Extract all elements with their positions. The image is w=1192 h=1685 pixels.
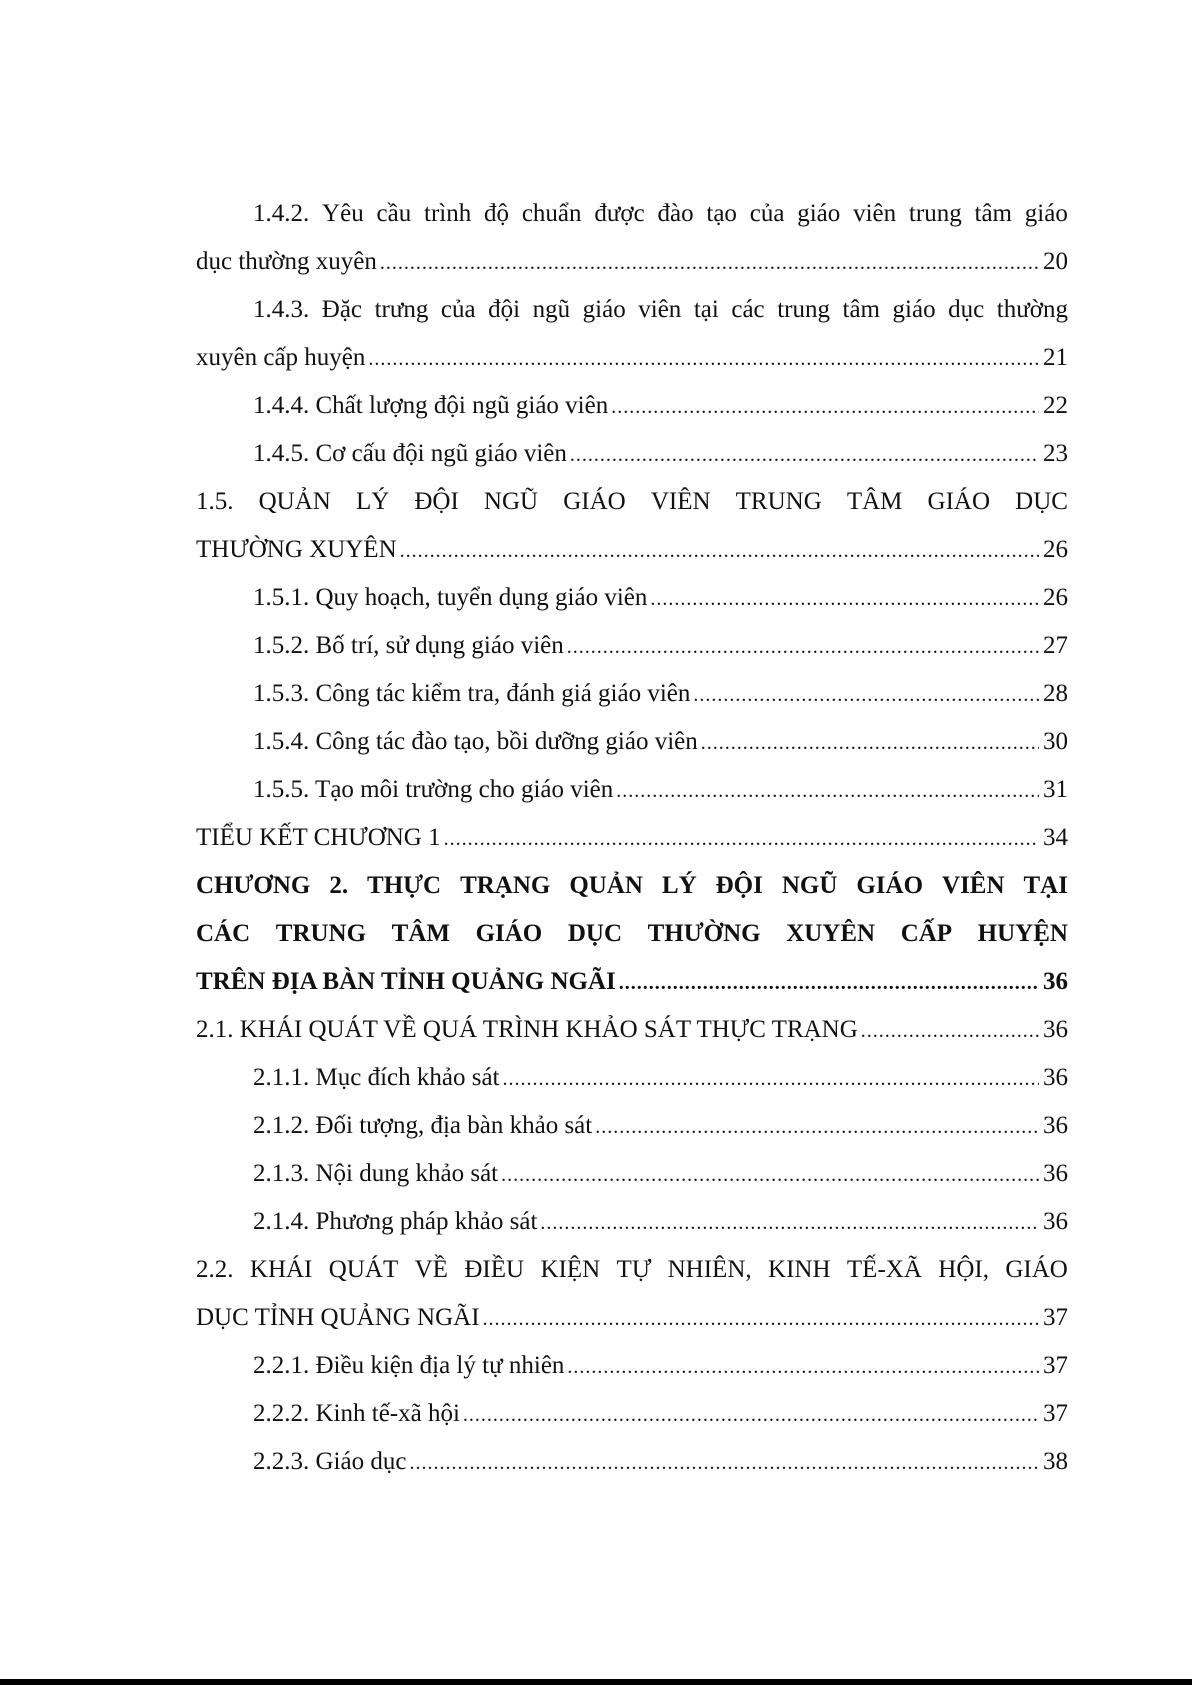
toc-entry [196, 1294, 1068, 1342]
toc-dot-leader [861, 1007, 1039, 1055]
toc-entry [196, 718, 1068, 766]
toc-entry-title: xuyên cấp huyện [196, 344, 366, 371]
toc-page-number: 27 [1043, 632, 1068, 659]
toc-entry-title: TRÊN ĐỊA BÀN TỈNH QUẢNG NGÃI [196, 968, 616, 995]
toc-page-number: 26 [1043, 536, 1068, 563]
toc-wrapped-line: 1.4.3. Đặc trưng của đội ngũ giáo viên tại các trung tâm giáo dục thường [253, 296, 1068, 323]
toc-wrapped-line: 1.4.2. Yêu cầu trình độ chuẩn được đào tạo của giáo viên trung tâm giáo [253, 200, 1068, 227]
toc-page-number: 37 [1043, 1352, 1068, 1379]
toc-dot-leader [570, 431, 1039, 479]
toc-page-number: 34 [1043, 824, 1068, 851]
toc-entry-title: 2.2.1. Điều kiện địa lý tự nhiên [253, 1352, 565, 1379]
toc-entry-title: 2.1.3. Nội dung khảo sát [253, 1160, 499, 1187]
toc-entry-title: 1.5.1. Quy hoạch, tuyển dụng giáo viên [253, 584, 648, 611]
toc-entry [196, 1390, 1068, 1438]
toc-wrapped-line: 2.2. KHÁI QUÁT VỀ ĐIỀU KIỆN TỰ NHIÊN, KINH TẾ-XÃ HỘI, GIÁO [196, 1256, 1068, 1283]
toc-entry [196, 1150, 1068, 1198]
toc-page-number: 36 [1043, 1112, 1068, 1139]
toc-entry [196, 1006, 1068, 1054]
toc-entry [196, 1102, 1068, 1150]
toc-entry-title: 2.2.3. Giáo dục [253, 1448, 407, 1475]
toc-page-number: 22 [1043, 392, 1068, 419]
toc-dot-leader [483, 1295, 1039, 1343]
toc-dot-leader [619, 959, 1039, 1007]
toc-entry [196, 574, 1068, 622]
toc-entry [196, 814, 1068, 862]
toc-dot-leader [444, 815, 1039, 863]
toc-page-number: 37 [1043, 1304, 1068, 1331]
toc-entry [196, 382, 1068, 430]
toc-page-number: 26 [1043, 584, 1068, 611]
toc-entry [196, 526, 1068, 574]
toc-page-number: 36 [1043, 1160, 1068, 1187]
table-of-contents [196, 190, 1068, 1486]
toc-dot-leader [611, 383, 1039, 431]
toc-dot-leader [595, 1103, 1039, 1151]
toc-page-number: 28 [1043, 680, 1068, 707]
toc-dot-leader [701, 719, 1039, 767]
toc-page-number: 37 [1043, 1400, 1068, 1427]
toc-dot-leader [693, 671, 1039, 719]
toc-wrapped-line: 1.5. QUẢN LÝ ĐỘI NGŨ GIÁO VIÊN TRUNG TÂM GIÁO DỤC [196, 488, 1068, 515]
toc-entry [196, 334, 1068, 382]
toc-entry [196, 622, 1068, 670]
toc-dot-leader [409, 1439, 1039, 1487]
toc-dot-leader [501, 1151, 1039, 1199]
toc-dot-leader [463, 1391, 1039, 1439]
toc-entry-title: 2.1.4. Phương pháp khảo sát [253, 1208, 538, 1235]
toc-dot-leader [368, 335, 1039, 383]
toc-dot-leader [540, 1199, 1039, 1247]
toc-dot-leader [650, 575, 1039, 623]
toc-entry [196, 958, 1068, 1006]
toc-entry-title: 1.5.2. Bố trí, sử dụng giáo viên [253, 632, 564, 659]
toc-entry [196, 1198, 1068, 1246]
toc-entry-title: THƯỜNG XUYÊN [196, 536, 397, 563]
toc-page-number: 38 [1043, 1448, 1068, 1475]
toc-dot-leader [567, 623, 1039, 671]
toc-entry-title: 2.2.2. Kinh tế-xã hội [253, 1400, 460, 1427]
toc-dot-leader [502, 1055, 1039, 1103]
toc-entry-title: DỤC TỈNH QUẢNG NGÃI [196, 1304, 480, 1331]
toc-wrapped-line: CHƯƠNG 2. THỰC TRẠNG QUẢN LÝ ĐỘI NGŨ GIÁO VIÊN TẠI [196, 872, 1068, 899]
toc-entry-title: 1.5.3. Công tác kiểm tra, đánh giá giáo viên [253, 680, 691, 707]
toc-entry [196, 238, 1068, 286]
toc-entry [196, 1054, 1068, 1102]
toc-page-number: 36 [1043, 1016, 1068, 1043]
toc-page-number: 23 [1043, 440, 1068, 467]
toc-entry-title: 2.1.2. Đối tượng, địa bàn khảo sát [253, 1112, 593, 1139]
toc-dot-leader [616, 767, 1039, 815]
toc-entry-title: 2.1. KHÁI QUÁT VỀ QUÁ TRÌNH KHẢO SÁT THỰC TRẠNG [196, 1016, 858, 1043]
toc-entry [196, 430, 1068, 478]
toc-page-number: 36 [1043, 1064, 1068, 1091]
toc-entry-title: dục thường xuyên [196, 248, 377, 275]
toc-page-number: 36 [1043, 1208, 1068, 1235]
toc-page-number: 30 [1043, 728, 1068, 755]
toc-entry [196, 670, 1068, 718]
toc-entry-title: 1.5.4. Công tác đào tạo, bồi dưỡng giáo viên [253, 728, 698, 755]
toc-wrapped-line: CÁC TRUNG TÂM GIÁO DỤC THƯỜNG XUYÊN CẤP HUYỆN [196, 920, 1068, 947]
toc-entry-title: 2.1.1. Mục đích khảo sát [253, 1064, 500, 1091]
toc-entry-title: 1.4.5. Cơ cấu đội ngũ giáo viên [253, 440, 567, 467]
toc-dot-leader [380, 239, 1039, 287]
toc-dot-leader [567, 1343, 1039, 1391]
toc-page-number: 20 [1043, 248, 1068, 275]
toc-page-number: 31 [1043, 776, 1068, 803]
toc-page-number: 36 [1043, 968, 1068, 995]
toc-entry-title: TIỂU KẾT CHƯƠNG 1 [196, 824, 441, 851]
toc-entry [196, 766, 1068, 814]
toc-entry-title: 1.4.4. Chất lượng đội ngũ giáo viên [253, 392, 609, 419]
page-bottom-edge [0, 1679, 1192, 1685]
toc-page-number: 21 [1043, 344, 1068, 371]
toc-dot-leader [400, 527, 1039, 575]
toc-entry [196, 1438, 1068, 1486]
toc-entry [196, 1342, 1068, 1390]
toc-entry-title: 1.5.5. Tạo môi trường cho giáo viên [253, 776, 614, 803]
